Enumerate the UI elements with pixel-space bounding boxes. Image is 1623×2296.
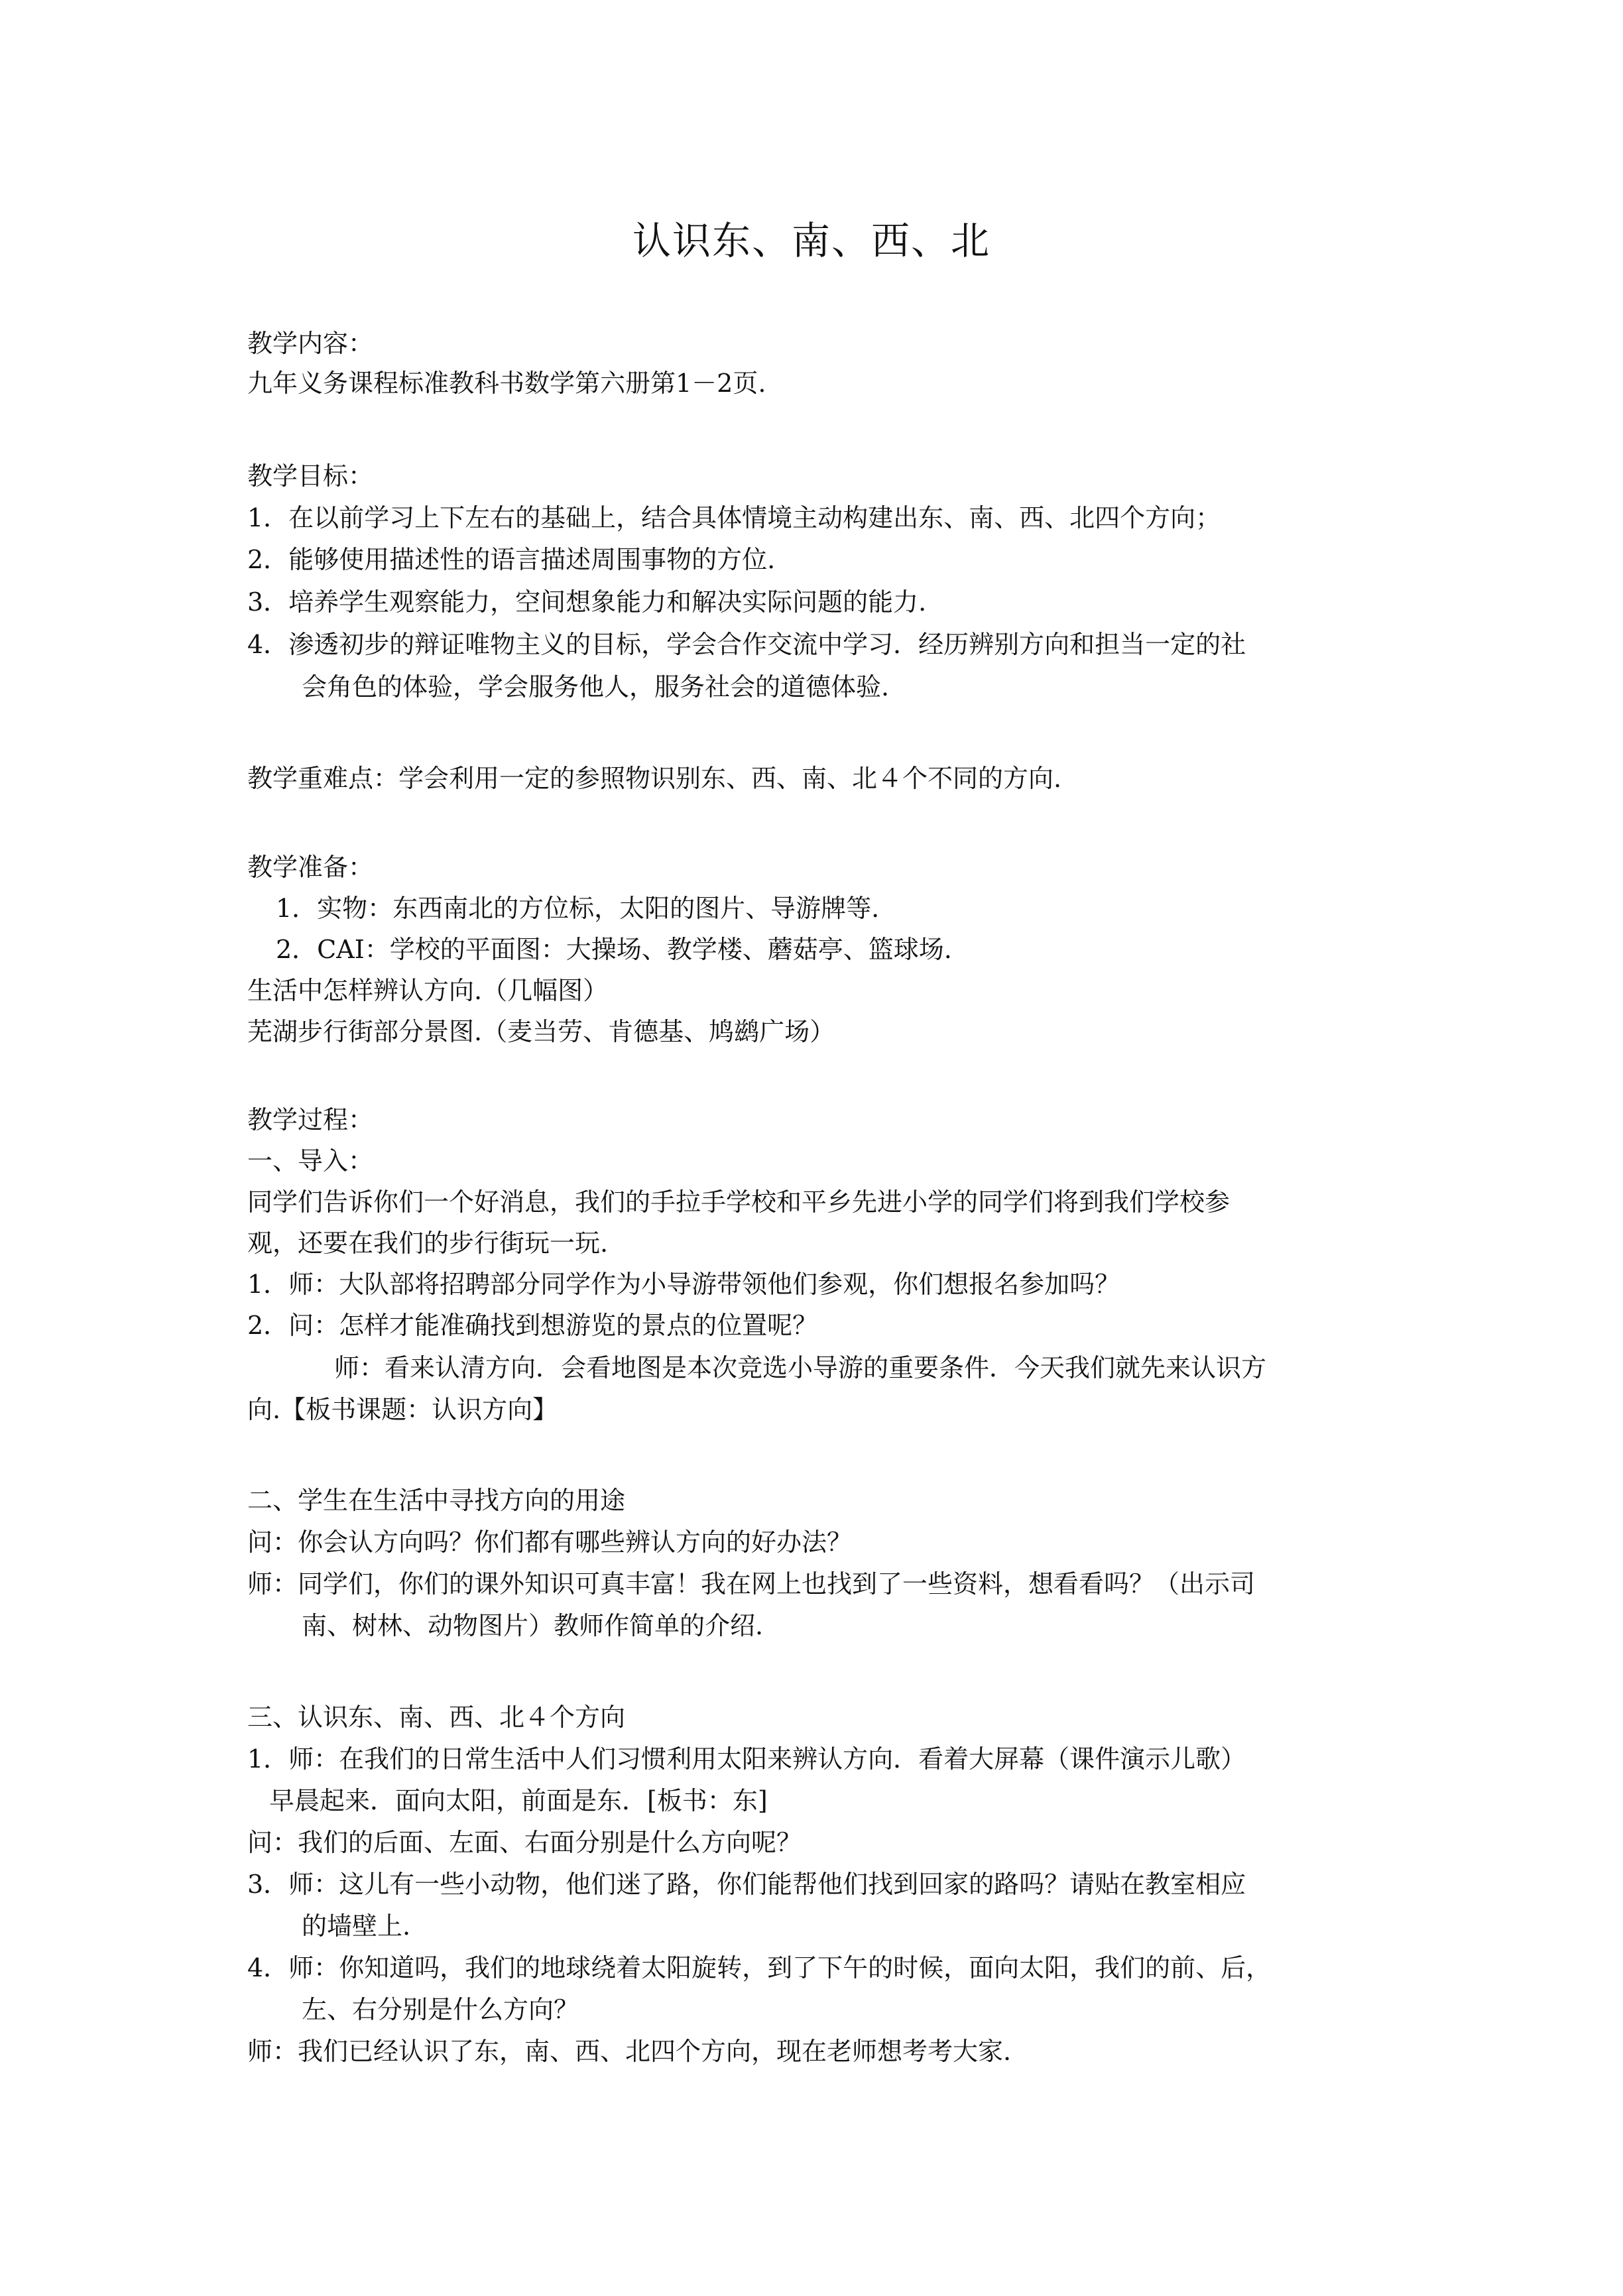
section3-line: 3．师：这儿有一些小动物，他们迷了路，你们能帮他们找到回家的路吗？请贴在教室相应 [247, 1870, 1246, 1899]
section1-line: 向.【板书课题：认识方向】 [247, 1395, 558, 1424]
section1-line: 师：看来认清方向．会看地图是本次竞选小导游的重要条件．今天我们就先来认识方 [334, 1353, 1267, 1382]
section3-line: 左、右分别是什么方向？ [302, 1995, 579, 2024]
objective-item: 4．渗透初步的辩证唯物主义的目标，学会合作交流中学习．经历辨别方向和担当一定的社 [247, 630, 1246, 659]
section3-line: 问：我们的后面、左面、右面分别是什么方向呢？ [247, 1828, 802, 1857]
page-title: 认识东、南、西、北 [632, 218, 991, 263]
section2-heading: 二、学生在生活中寻找方向的用途 [247, 1486, 626, 1515]
section3-line: 师：我们已经认识了东，南、西、北四个方向，现在老师想考考大家. [247, 2037, 1012, 2066]
section1-heading: 一、导入： [247, 1146, 374, 1176]
content-heading: 教学内容： [247, 329, 374, 358]
preparation-item: 生活中怎样辨认方向.（几幅图） [247, 976, 609, 1005]
content-text: 九年义务课程标准教科书数学第六册第1－2页. [247, 369, 766, 398]
section3-line: 4．师：你知道吗，我们的地球绕着太阳旋转，到了下午的时候，面向太阳，我们的前、后， [247, 1953, 1272, 1982]
section1-line: 观，还要在我们的步行街玩一玩. [247, 1229, 609, 1258]
preparation-heading: 教学准备： [247, 853, 374, 882]
section2-line: 师：同学们，你们的课外知识可真丰富！我在网上也找到了一些资料，想看看吗？（出示司 [247, 1569, 1256, 1599]
section1-line: 2．问：怎样才能准确找到想游览的景点的位置呢？ [247, 1311, 818, 1340]
key-points: 教学重难点：学会利用一定的参照物识别东、西、南、北４个不同的方向. [247, 764, 1062, 793]
section2-line: 问：你会认方向吗？你们都有哪些辨认方向的好办法？ [247, 1528, 853, 1557]
section1-line: 1．师：大队部将招聘部分同学作为小导游带领他们参观，你们想报名参加吗？ [247, 1270, 1120, 1299]
section2-line: 南、树林、动物图片）教师作简单的介绍. [302, 1611, 764, 1640]
preparation-item: 1．实物：东西南北的方位标，太阳的图片、导游牌等. [276, 894, 880, 923]
objective-item: 1．在以前学习上下左右的基础上，结合具体情境主动构建出东、南、西、北四个方向； [247, 503, 1221, 532]
section3-line: 1．师：在我们的日常生活中人们习惯利用太阳来辨认方向．看着大屏幕（课件演示儿歌） [247, 1744, 1246, 1774]
preparation-item: 2．CAI：学校的平面图：大操场、教学楼、蘑菇亭、篮球场. [276, 935, 952, 964]
section3-line: 的墙壁上. [302, 1911, 411, 1941]
section1-line: 同学们告诉你们一个好消息，我们的手拉手学校和平乡先进小学的同学们将到我们学校参 [247, 1187, 1231, 1217]
objectives-heading: 教学目标： [247, 461, 374, 491]
objective-item: 2．能够使用描述性的语言描述周围事物的方位. [247, 545, 776, 574]
process-heading: 教学过程： [247, 1105, 374, 1134]
objective-item: 3．培养学生观察能力，空间想象能力和解决实际问题的能力. [247, 587, 927, 617]
section3-heading: 三、认识东、南、西、北４个方向 [247, 1703, 626, 1732]
objective-item-continued: 会角色的体验，学会服务他人，服务社会的道德体验. [302, 672, 890, 701]
section3-line: 早晨起来．面向太阳，前面是东．[板书：东] [269, 1786, 768, 1815]
preparation-item: 芜湖步行街部分景图.（麦当劳、肯德基、鸠鹚广场） [247, 1017, 835, 1046]
